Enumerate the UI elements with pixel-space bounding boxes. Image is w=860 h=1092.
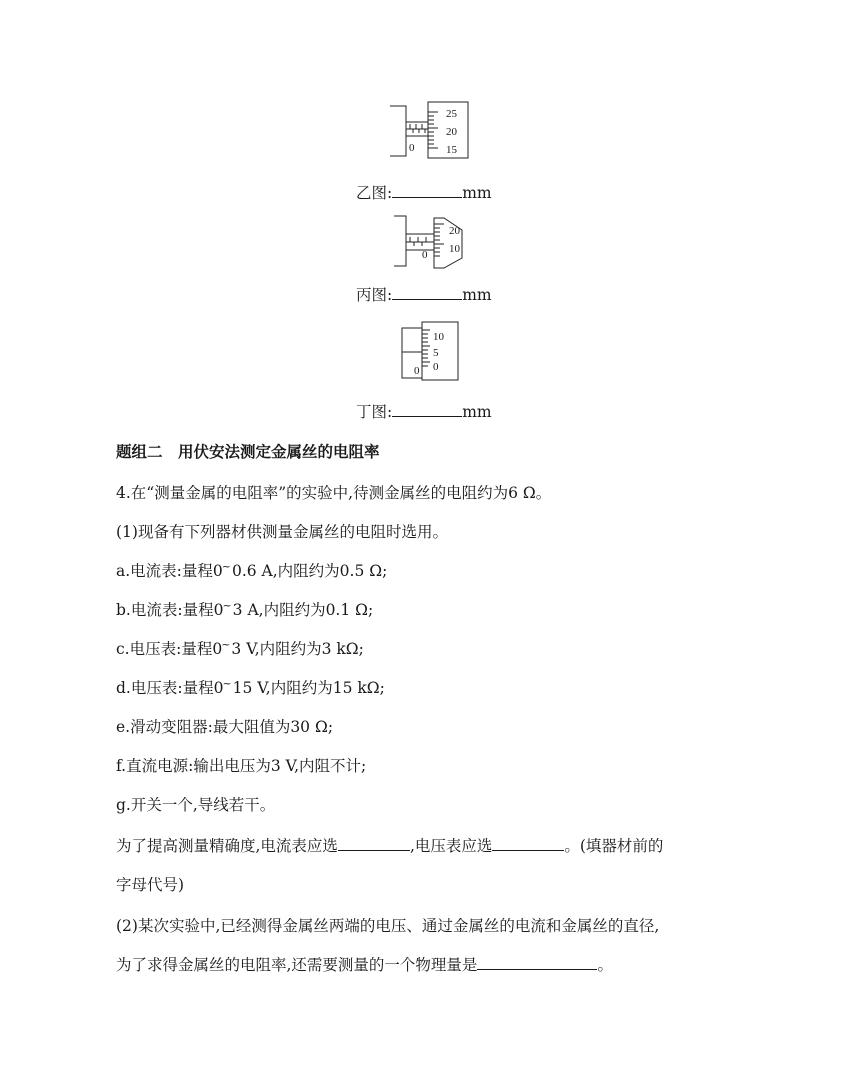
answer-blank[interactable] — [392, 285, 462, 300]
answer-blank[interactable] — [392, 402, 462, 417]
caption-label: 乙图: — [356, 184, 393, 202]
sleeve-mark: 0 — [409, 142, 415, 154]
caption-label: 丙图: — [356, 286, 393, 304]
unit-label: mm — [462, 184, 492, 202]
answer-blank-quantity[interactable] — [477, 955, 597, 970]
micrometer-diagram-bing — [392, 210, 472, 272]
option-g: g.开关一个,导线若干。 — [116, 796, 276, 814]
micrometer-diagram-yi — [388, 100, 472, 162]
section-heading: 题组二 用伏安法测定金属丝的电阻率 — [116, 443, 380, 461]
part2-line2: 为了求得金属丝的电阻率,还需要测量的一个物理量是 。 — [116, 956, 613, 974]
option-b: b.电流表:量程0~3 A,内阻约为0.1 Ω; — [116, 599, 374, 619]
thimble-mark: 20 — [449, 225, 460, 237]
thimble-mark: 0 — [433, 361, 439, 373]
sleeve-mark: 0 — [414, 365, 420, 377]
micrometer-diagram-ding — [398, 318, 462, 384]
caption-label: 丁图: — [356, 403, 393, 421]
answer-blank-voltmeter[interactable] — [492, 836, 564, 851]
option-f: f.直流电源:输出电压为3 V,内阻不计; — [116, 757, 367, 775]
unit-label: mm — [462, 286, 492, 304]
thimble-mark: 5 — [433, 347, 439, 359]
option-d: d.电压表:量程0~15 V,内阻约为15 kΩ; — [116, 677, 385, 697]
thimble-mark: 25 — [446, 108, 457, 120]
part2-line1: (2)某次实验中,已经测得金属丝两端的电压、通过金属丝的电流和金属丝的直径, — [116, 917, 660, 935]
part1-ask-cont: 字母代号) — [116, 876, 185, 894]
thimble-mark: 10 — [449, 243, 460, 255]
option-c: c.电压表:量程0~3 V,内阻约为3 kΩ; — [116, 638, 364, 658]
option-e: e.滑动变阻器:最大阻值为30 Ω; — [116, 718, 334, 736]
figure-caption-bing — [356, 283, 492, 305]
figure-caption-yi — [356, 181, 492, 203]
micrometer-figure-yi — [388, 100, 472, 162]
micrometer-figure-bing — [392, 210, 472, 272]
question-stem: 4.在“测量金属的电阻率”的实验中,待测金属丝的电阻约为6 Ω。 — [116, 484, 552, 502]
figure-caption-ding — [356, 400, 492, 422]
part1-ask: 为了提高测量精确度,电流表应选 ,电压表应选 。(填器材前的 — [116, 837, 664, 855]
part1-intro: (1)现备有下列器材供测量金属丝的电阻时选用。 — [116, 523, 448, 541]
option-a: a.电流表:量程0~0.6 A,内阻约为0.5 Ω; — [116, 560, 388, 580]
answer-blank[interactable] — [392, 183, 462, 198]
thimble-mark: 20 — [446, 126, 457, 138]
thimble-mark: 10 — [433, 331, 444, 343]
answer-blank-ammeter[interactable] — [338, 836, 410, 851]
thimble-mark: 15 — [446, 144, 457, 156]
sleeve-mark: 0 — [422, 249, 428, 261]
unit-label: mm — [462, 403, 492, 421]
micrometer-figure-ding — [398, 318, 462, 384]
